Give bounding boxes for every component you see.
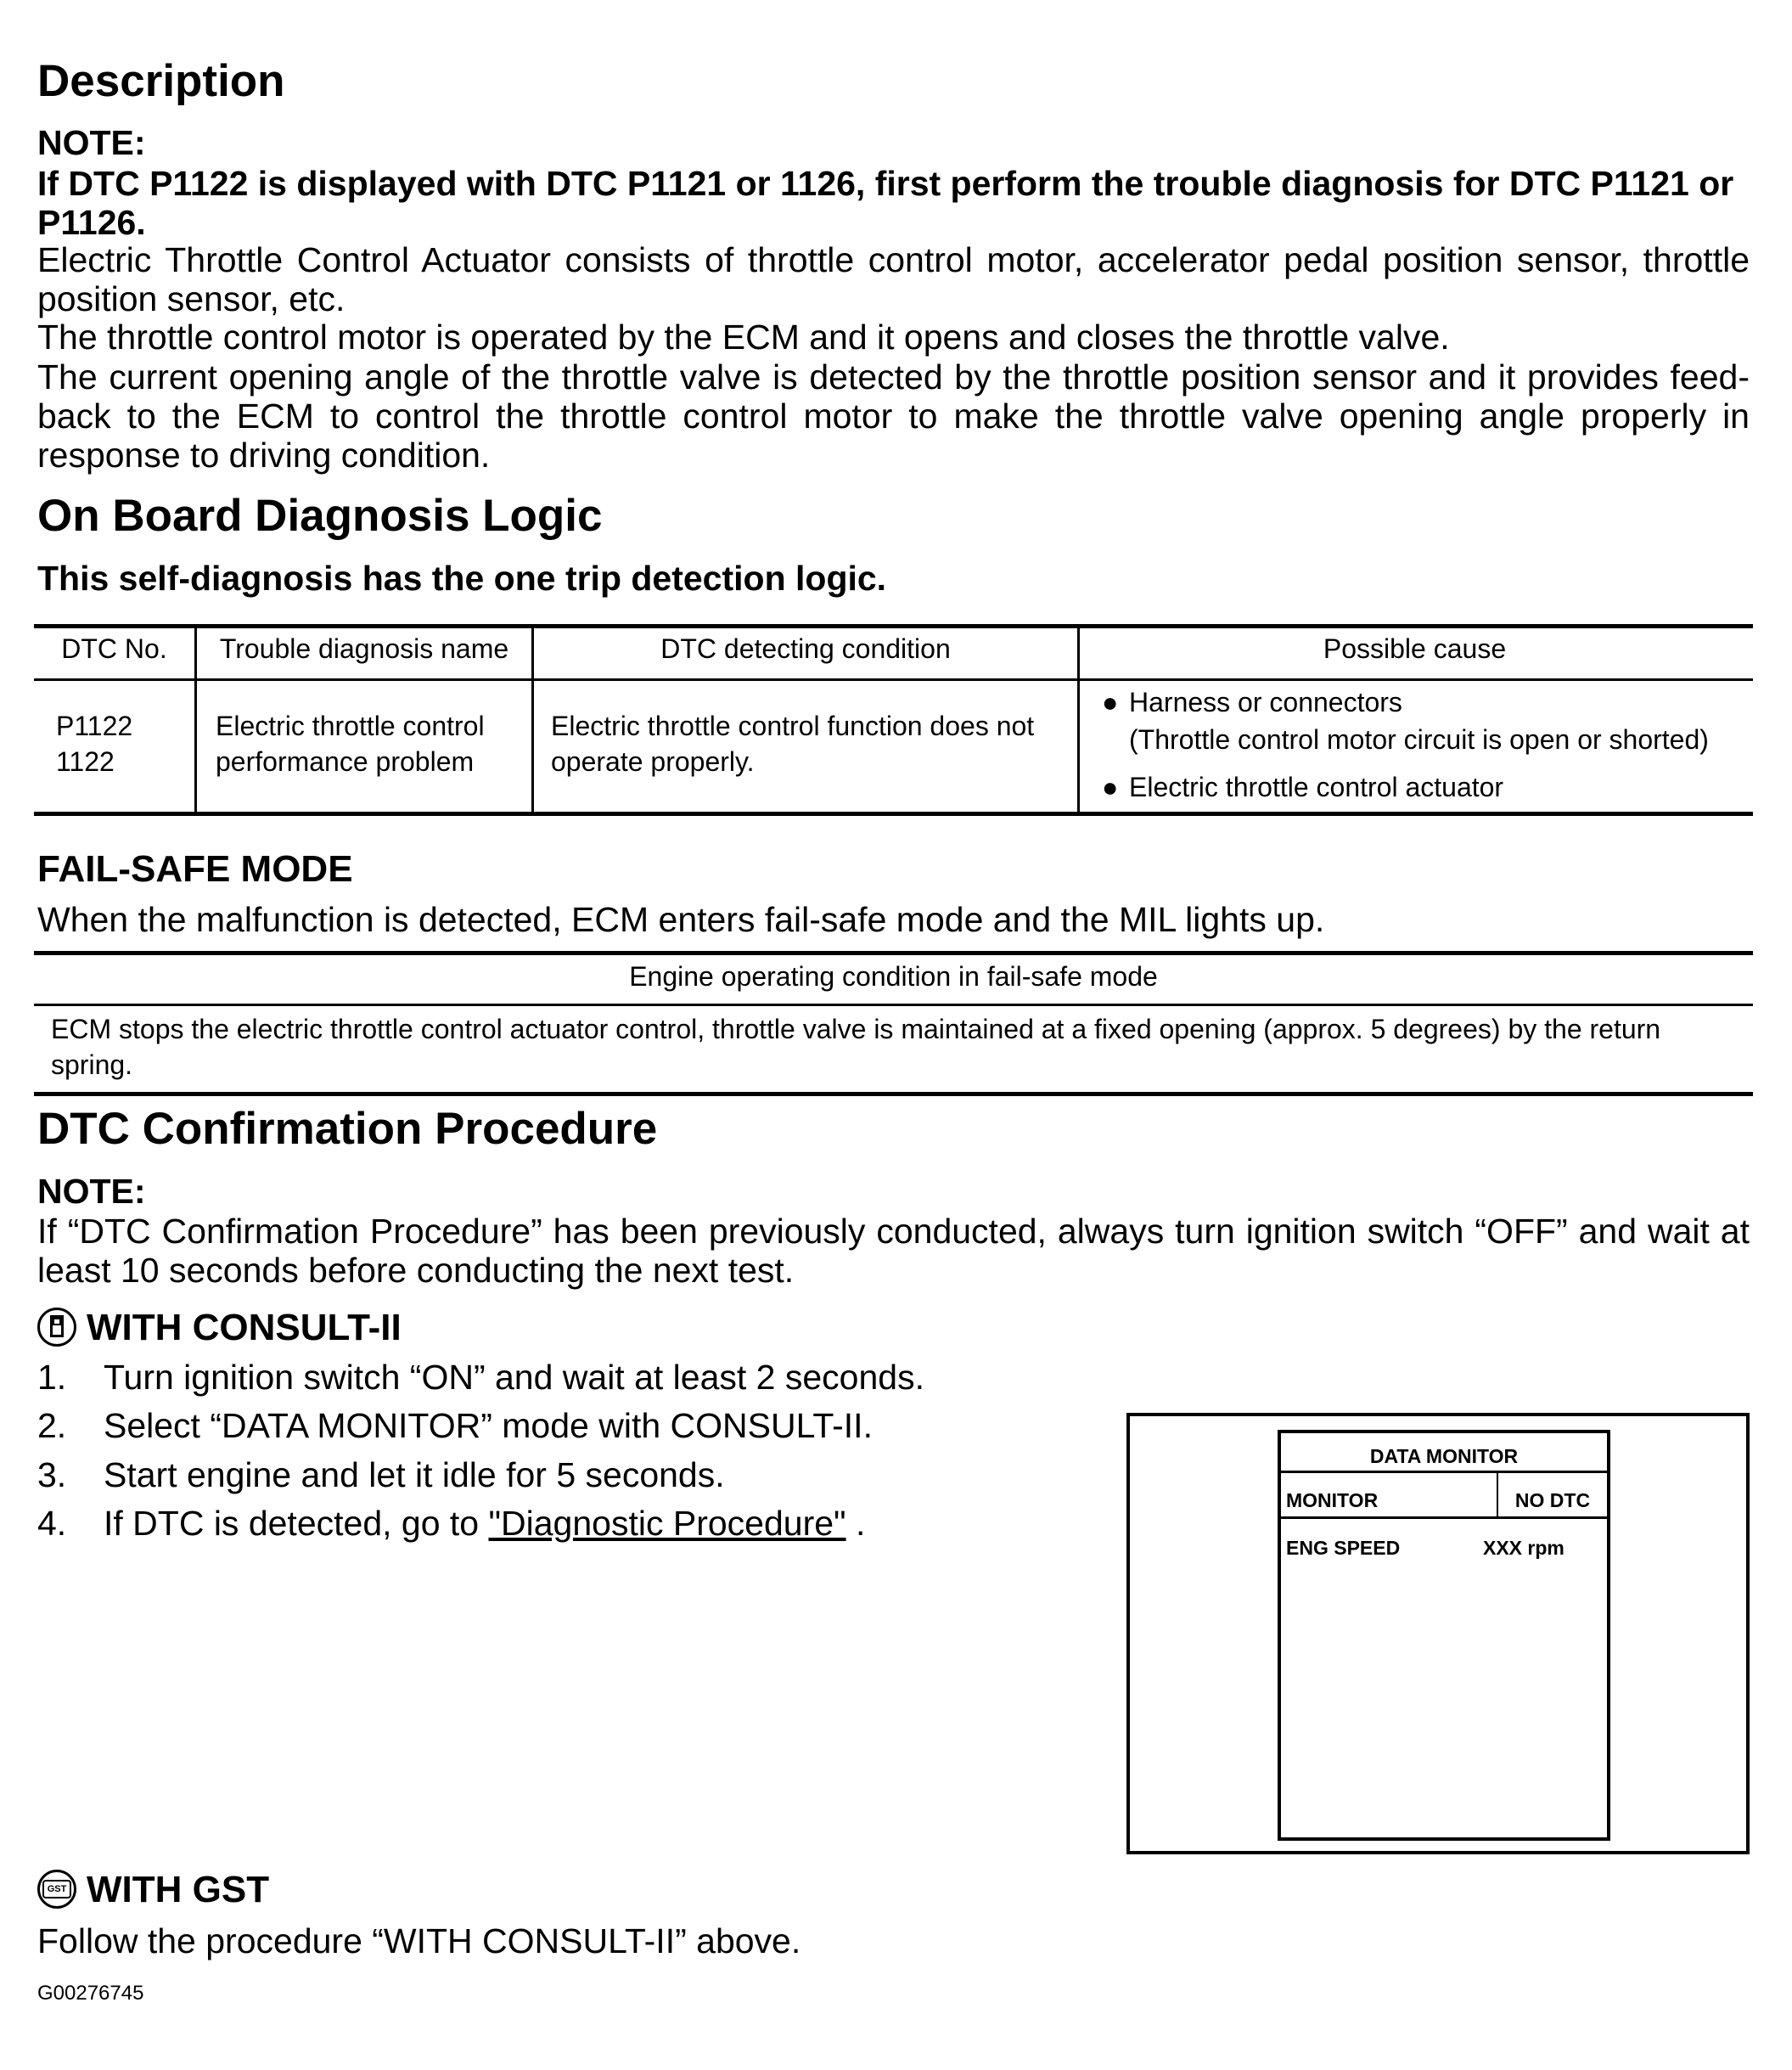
gst-text: Follow the procedure “WITH CONSULT-II” above.	[37, 1921, 801, 1960]
no-dtc-label: NO DTC	[1514, 1489, 1591, 1511]
gst-tool-icon: GST	[37, 1870, 76, 1909]
condition-line1: Electric throttle control function does not	[551, 711, 1035, 741]
eng-speed-value: XXX rpm	[1483, 1537, 1564, 1559]
description-para-2: The throttle control motor is operated by the ECM and it opens and closes the throttle valve.	[37, 318, 1450, 357]
diagnostic-procedure-link[interactable]: "Diagnostic Procedure"	[488, 1504, 846, 1543]
monitor-label: MONITOR	[1286, 1489, 1379, 1511]
failsafe-table-text: ECM stops the electric throttle control actuator control, throttle valve is maintained at a fixed opening (approx. 5 degrees) by the return spring.	[51, 1014, 1661, 1080]
failsafe-heading: FAIL-SAFE MODE	[37, 848, 353, 890]
obd-subtitle: This self-diagnosis has the one trip detection logic.	[37, 559, 887, 598]
eng-speed-label: ENG SPEED	[1286, 1537, 1401, 1559]
note-text: If DTC P1122 is displayed with DTC P1121 or 1126, first perform the trouble diagnosis for DTC P1121 or P1126.	[37, 164, 1734, 242]
bullet-icon: ●	[1102, 687, 1119, 717]
step-3: 3. Start engine and let it idle for 5 seconds.	[37, 1455, 725, 1494]
failsafe-text: When the malfunction is detected, ECM enters fail-safe mode and the MIL lights up.	[37, 900, 1325, 939]
cause-2: Electric throttle control actuator	[1129, 772, 1504, 802]
description-para-1: Electric Throttle Control Actuator consists of throttle control motor, accelerator pedal position sensor, throttle position sensor, etc.	[37, 240, 1750, 318]
table-rule	[34, 951, 1753, 955]
table-rule	[34, 812, 1753, 816]
header-dtc-no: DTC No.	[61, 633, 167, 664]
step-2: 2. Select “DATA MONITOR” mode with CONSULT-II.	[37, 1406, 873, 1445]
with-consult-heading	[37, 1307, 402, 1349]
trouble-name-line1: Electric throttle control	[216, 711, 485, 741]
data-monitor-screen	[1278, 1430, 1610, 1841]
header-possible-cause: Possible cause	[1323, 633, 1507, 664]
confirmation-note-text: If “DTC Confirmation Procedure” has been previously conducted, always turn ignition switch “OFF” and wait at least 10 seconds before conducting the next test.	[37, 1212, 1750, 1290]
description-para-3: The current opening angle of the throttle valve is detected by the throttle position sensor and it provides feed-back to the ECM to control the throttle control motor to make the throttle valve opening angle properly in response to driving condition.	[37, 357, 1750, 475]
table-rule	[34, 1092, 1753, 1096]
consult-tool-icon	[37, 1308, 76, 1347]
data-monitor-title: DATA MONITOR	[1369, 1445, 1519, 1467]
obd-heading: On Board Diagnosis Logic	[37, 491, 603, 541]
note-label: NOTE:	[37, 123, 146, 162]
table-rule	[34, 1004, 1753, 1006]
divider	[1281, 1471, 1607, 1473]
header-detecting-condition: DTC detecting condition	[660, 633, 951, 664]
dtc-code-alt: 1122	[56, 746, 115, 777]
trouble-name-line2: performance problem	[216, 746, 475, 777]
consult-title: WITH CONSULT-II	[87, 1307, 402, 1348]
table-rule	[34, 624, 1753, 628]
cause-1: Harness or connectors	[1129, 687, 1402, 717]
failsafe-table-header: Engine operating condition in fail-safe mode	[629, 961, 1158, 992]
figure-code: G00276745	[37, 1982, 144, 2005]
step-1: 1. Turn ignition switch “ON” and wait at least 2 seconds.	[37, 1358, 924, 1397]
with-gst-heading	[37, 1869, 269, 1911]
condition-line2: operate properly.	[551, 746, 755, 777]
header-trouble-name: Trouble diagnosis name	[219, 633, 509, 664]
table-rule	[34, 678, 1753, 681]
data-monitor-figure	[1126, 1413, 1750, 1854]
step-4: 4. If DTC is detected, go to "Diagnostic Procedure" .	[37, 1504, 866, 1543]
gst-title: WITH GST	[87, 1869, 270, 1910]
cause-1-detail: (Throttle control motor circuit is open or shorted)	[1129, 724, 1709, 755]
dtc-code: P1122	[56, 711, 133, 741]
bullet-icon: ●	[1102, 772, 1119, 802]
divider	[1281, 1516, 1607, 1519]
description-heading: Description	[37, 56, 285, 106]
confirmation-heading: DTC Confirmation Procedure	[37, 1104, 658, 1154]
confirmation-note-label: NOTE:	[37, 1172, 146, 1211]
